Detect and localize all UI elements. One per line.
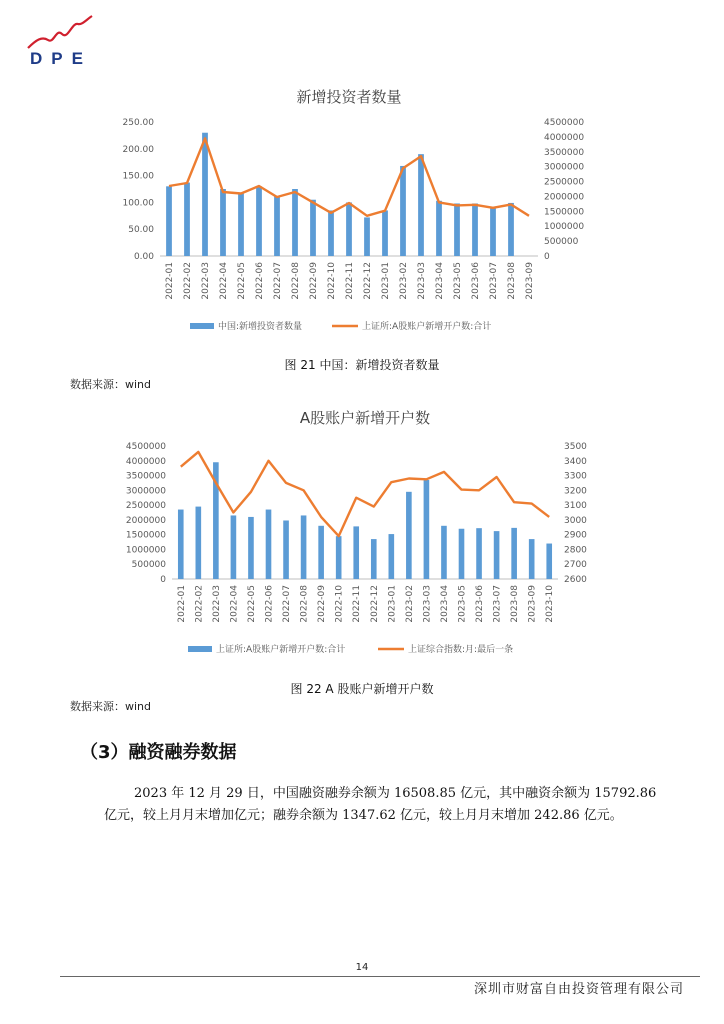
left-axis-tick-label: 4500000 (125, 442, 166, 452)
chart-new-accounts (80, 403, 680, 663)
x-tick-label: 2023-03 (417, 262, 427, 300)
left-axis-tick-label: 1000000 (125, 545, 166, 556)
bar (166, 186, 172, 256)
bar (178, 510, 184, 579)
bar (508, 203, 514, 256)
x-tick-label: 2023-06 (471, 262, 481, 300)
footer-company: 深圳市财富自由投资管理有限公司 (473, 982, 684, 997)
footer-divider (60, 976, 700, 977)
right-axis-tick-label: 500000 (544, 237, 579, 248)
bar (424, 480, 430, 579)
x-tick-label: 2023-10 (545, 585, 556, 623)
left-axis-tick-label: 500000 (131, 560, 166, 571)
left-axis-tick-label: 150.00 (122, 171, 154, 182)
bar (511, 528, 517, 579)
left-axis-tick-label: 3500000 (125, 471, 166, 482)
x-tick-label: 2023-04 (439, 585, 450, 623)
legend-bar-label: 中国:新增投资者数量 (218, 322, 303, 332)
right-axis-tick-label: 3000000 (544, 162, 585, 173)
x-tick-label: 2022-06 (264, 585, 275, 623)
legend-bar-label: 上证所:A股账户新增开户数:合计 (216, 645, 346, 655)
bar (406, 492, 412, 579)
right-axis-tick-label: 2500000 (544, 177, 585, 188)
x-tick-label: 2022-12 (363, 262, 373, 300)
right-axis-tick-label: 4000000 (544, 132, 585, 143)
bar (231, 515, 237, 579)
bar (472, 203, 478, 256)
bar (371, 539, 377, 579)
x-tick-label: 2023-01 (381, 262, 391, 300)
right-axis-tick-label: 2800 (564, 545, 587, 556)
right-axis-tick-label: 3500 (564, 442, 587, 452)
left-axis-tick-label: 1500000 (125, 530, 166, 541)
x-tick-label: 2022-10 (334, 585, 345, 623)
right-axis-tick-label: 0 (544, 252, 550, 262)
x-tick-label: 2022-01 (176, 585, 187, 623)
left-axis-tick-label: 100.00 (122, 198, 154, 209)
right-axis-tick-label: 1500000 (544, 207, 585, 218)
chart-new-investors (80, 82, 680, 342)
legend-bar-swatch (190, 323, 214, 329)
x-tick-label: 2023-07 (489, 262, 499, 300)
right-axis-tick-label: 4500000 (544, 118, 585, 128)
logo-swoosh (28, 16, 92, 48)
bar (494, 531, 500, 579)
bar (283, 520, 289, 579)
bar (441, 526, 447, 579)
x-tick-label: 2022-08 (291, 262, 301, 300)
left-axis-tick-label: 3000000 (125, 486, 166, 497)
bar (310, 200, 316, 256)
x-tick-label: 2022-06 (255, 262, 265, 300)
x-tick-label: 2023-08 (510, 585, 521, 623)
chart-title: 新增投资者数量 (296, 88, 402, 106)
bar (238, 193, 244, 256)
right-axis-tick-label: 2000000 (544, 192, 585, 203)
bar (546, 544, 552, 579)
bar (318, 526, 324, 579)
x-tick-label: 2022-09 (317, 585, 328, 623)
x-tick-label: 2022-02 (194, 585, 205, 623)
bar (346, 202, 352, 256)
legend-line-label: 上证所:A股账户新增开户数:合计 (362, 322, 492, 332)
x-tick-label: 2023-06 (475, 585, 486, 623)
bar (490, 207, 496, 256)
right-axis-tick-label: 2600 (564, 575, 587, 585)
margin-trading-paragraph: 2023 年 12 月 29 日，中国融资融券余额为 16508.85 亿元，其中融资余额为 15792.86 亿元，较上月月末增加亿元；融券余额为 1347.62 亿元，较上月月末增加 242.86 亿元。 (104, 786, 657, 823)
x-tick-label: 2022-02 (183, 262, 193, 300)
x-tick-label: 2022-05 (237, 262, 247, 300)
right-axis-tick-label: 3400 (564, 456, 587, 467)
bar (256, 186, 262, 256)
legend-line-label: 上证综合指数:月:最后一条 (408, 645, 514, 655)
left-axis-tick-label: 0 (160, 575, 166, 585)
left-axis-tick-label: 0.00 (133, 252, 154, 262)
bar (336, 536, 342, 579)
figure21-source: 数据来源：wind (70, 378, 152, 391)
x-tick-label: 2022-12 (369, 585, 380, 623)
bar (328, 210, 334, 256)
legend-bar-swatch (188, 646, 212, 652)
left-axis-tick-label: 2500000 (125, 501, 166, 512)
left-axis-tick-label: 4000000 (125, 456, 166, 467)
bar (196, 507, 202, 579)
logo-text: DPE (30, 49, 92, 68)
x-tick-label: 2022-11 (345, 262, 355, 300)
x-tick-label: 2023-02 (399, 262, 409, 300)
x-tick-label: 2022-04 (229, 585, 240, 623)
x-tick-label: 2023-07 (492, 585, 503, 623)
left-axis-tick-label: 200.00 (122, 144, 154, 155)
x-tick-label: 2023-05 (457, 585, 468, 623)
bar (400, 166, 406, 256)
x-tick-label: 2023-05 (453, 262, 463, 300)
right-axis-tick-label: 3500000 (544, 147, 585, 158)
bar (382, 210, 388, 256)
page-number: 14 (355, 962, 369, 973)
x-tick-label: 2023-01 (387, 585, 398, 623)
bar (353, 526, 359, 579)
x-tick-label: 2022-08 (299, 585, 310, 623)
bar (292, 189, 298, 256)
x-tick-label: 2023-03 (422, 585, 433, 623)
x-tick-label: 2023-09 (527, 585, 538, 623)
bar (184, 183, 190, 256)
chart-title: A股账户新增开户数 (299, 409, 431, 427)
right-axis-tick-label: 3000 (564, 515, 587, 526)
right-axis-tick-label: 1000000 (544, 222, 585, 233)
left-axis-tick-label: 2000000 (125, 515, 166, 526)
bar (220, 189, 226, 256)
x-tick-label: 2022-04 (219, 262, 229, 300)
chart-new-accounts-svg (80, 403, 680, 663)
x-tick-label: 2022-09 (309, 262, 319, 300)
bar (436, 201, 442, 256)
bar (274, 196, 280, 256)
bar (389, 534, 395, 579)
bar (266, 510, 272, 579)
x-tick-label: 2022-03 (201, 262, 211, 300)
left-axis-tick-label: 50.00 (128, 225, 154, 236)
right-axis-tick-label: 3100 (564, 501, 587, 512)
left-axis-tick-label: 250.00 (122, 118, 154, 128)
bar (476, 528, 482, 579)
x-tick-label: 2022-05 (246, 585, 257, 623)
bar (248, 517, 254, 579)
right-axis-tick-label: 3200 (564, 486, 587, 497)
chart-new-investors-svg (80, 82, 680, 342)
right-axis-tick-label: 2900 (564, 530, 587, 541)
figure21-caption: 图 21 中国：新增投资者数量 (284, 358, 440, 372)
figure22-caption: 图 22 A 股账户新增开户数 (290, 682, 434, 696)
x-tick-label: 2022-01 (165, 262, 175, 300)
bar (301, 515, 307, 579)
x-tick-label: 2023-08 (507, 262, 517, 300)
bar (459, 529, 465, 579)
right-axis-tick-label: 3300 (564, 471, 587, 482)
x-tick-label: 2022-11 (352, 585, 363, 623)
bar (454, 203, 460, 256)
bar (202, 133, 208, 256)
x-tick-label: 2023-09 (525, 262, 535, 300)
figure22-source: 数据来源：wind (70, 700, 152, 713)
right-axis-tick-label: 2700 (564, 560, 587, 571)
section-title: （3）融资融券数据 (80, 742, 237, 763)
bar (418, 154, 424, 256)
x-tick-label: 2023-04 (435, 262, 445, 300)
x-tick-label: 2023-02 (404, 585, 415, 623)
x-tick-label: 2022-03 (211, 585, 222, 623)
x-tick-label: 2022-07 (282, 585, 293, 623)
bar (529, 539, 535, 579)
x-tick-label: 2022-10 (327, 262, 337, 300)
bar (364, 217, 370, 256)
x-tick-label: 2022-07 (273, 262, 283, 300)
